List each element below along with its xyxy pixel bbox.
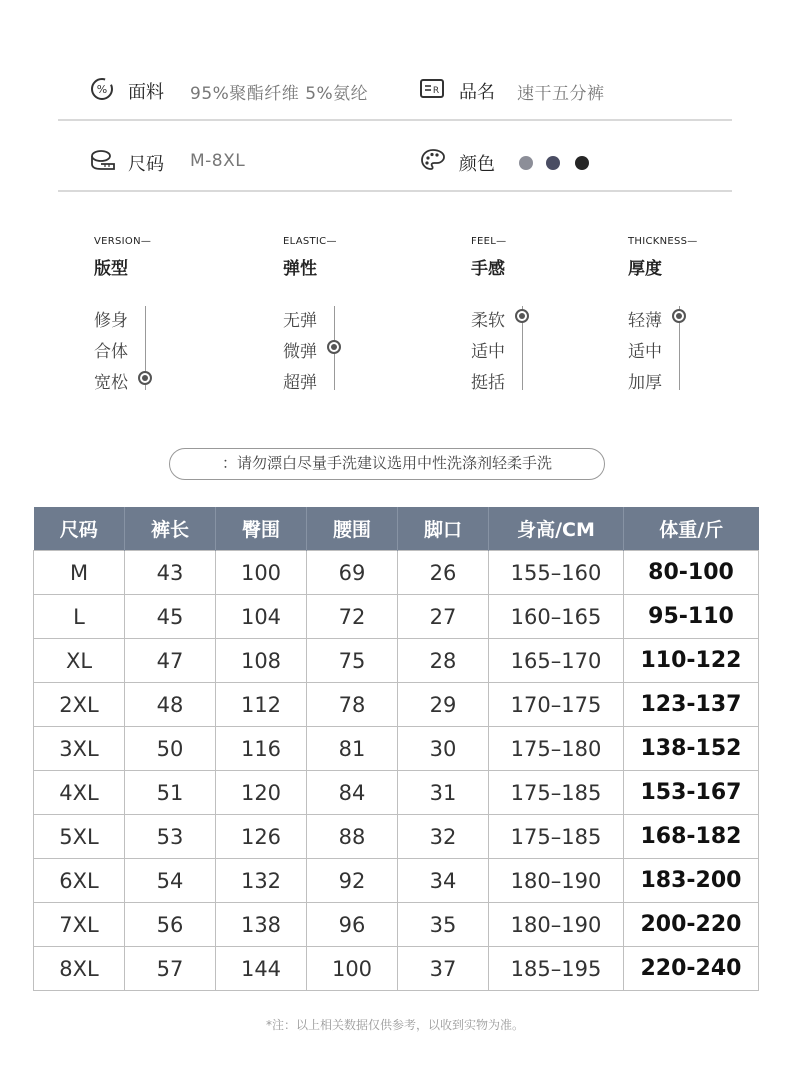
table-cell: 45: [125, 595, 216, 639]
table-body: [34, 551, 759, 991]
table-cell: 8XL: [34, 947, 125, 991]
table-cell: 168-182: [624, 815, 759, 859]
attribute-en-label: ELASTIC—: [283, 236, 337, 247]
table-cell: 75: [307, 639, 398, 683]
attribute-option: 加厚: [628, 373, 662, 393]
column-header: 脚口: [398, 507, 489, 551]
table-cell: 95-110: [624, 595, 759, 639]
table-cell: 78: [307, 683, 398, 727]
table-cell: 31: [398, 771, 489, 815]
table-cell: 43: [125, 551, 216, 595]
svg-text:%: %: [96, 83, 108, 96]
size-label: 尺码: [128, 154, 164, 175]
table-cell: 92: [307, 859, 398, 903]
table-cell: M: [34, 551, 125, 595]
fabric-label: 面料: [128, 82, 164, 103]
attribute-option: 挺括: [471, 373, 505, 393]
selected-marker-icon: [672, 309, 686, 323]
table-cell: 175–180: [489, 727, 624, 771]
column-header: 尺码: [34, 507, 125, 551]
attribute-option: 合体: [94, 342, 128, 362]
table-cell: 123-137: [624, 683, 759, 727]
table-cell: 96: [307, 903, 398, 947]
table-row: [34, 947, 759, 991]
percent-circle-icon: [90, 77, 116, 103]
table-row: [34, 727, 759, 771]
size-table: [33, 507, 759, 991]
attribute-option: 适中: [628, 342, 662, 362]
table-cell: 153-167: [624, 771, 759, 815]
name-value: 速干五分裤: [517, 84, 605, 104]
table-cell: 175–185: [489, 815, 624, 859]
table-cell: 185–195: [489, 947, 624, 991]
table-cell: 53: [125, 815, 216, 859]
attribute-cn-label: 手感: [471, 259, 505, 279]
svg-text:R: R: [432, 86, 440, 96]
color-swatch-navy: [546, 156, 560, 170]
selected-marker-icon: [515, 309, 529, 323]
table-cell: 100: [307, 947, 398, 991]
table-cell: 50: [125, 727, 216, 771]
divider: [58, 190, 732, 192]
info-row-size-color: [0, 142, 790, 182]
column-header: 裤长: [125, 507, 216, 551]
attribute-cn-label: 版型: [94, 259, 128, 279]
color-label: 颜色: [459, 154, 495, 175]
table-cell: 170–175: [489, 683, 624, 727]
table-cell: 6XL: [34, 859, 125, 903]
table-cell: 37: [398, 947, 489, 991]
selected-marker-icon: [327, 340, 341, 354]
attribute-en-label: VERSION—: [94, 236, 152, 247]
table-cell: 180–190: [489, 903, 624, 947]
attribute-option: 无弹: [283, 311, 317, 331]
table-cell: 47: [125, 639, 216, 683]
table-cell: 7XL: [34, 903, 125, 947]
table-cell: 4XL: [34, 771, 125, 815]
divider: [58, 119, 732, 121]
table-cell: 155–160: [489, 551, 624, 595]
attribute-option: 柔软: [471, 311, 505, 331]
table-cell: 160–165: [489, 595, 624, 639]
attribute-cn-label: 厚度: [628, 259, 662, 279]
column-header: 体重/斤: [624, 507, 759, 551]
table-row: [34, 903, 759, 947]
table-cell: 220-240: [624, 947, 759, 991]
size-value: M-8XL: [190, 151, 246, 171]
table-cell: 165–170: [489, 639, 624, 683]
table-row: [34, 683, 759, 727]
attribute-option: 适中: [471, 342, 505, 362]
care-notice: ：请勿漂白尽量手洗建议选用中性洗涤剂轻柔手洗: [169, 448, 605, 480]
table-cell: 200-220: [624, 903, 759, 947]
table-cell: 54: [125, 859, 216, 903]
table-cell: 30: [398, 727, 489, 771]
table-cell: 5XL: [34, 815, 125, 859]
tape-measure-icon: [90, 148, 116, 174]
table-cell: 2XL: [34, 683, 125, 727]
table-row: [34, 859, 759, 903]
color-swatch-gray: [519, 156, 533, 170]
table-header-row: [34, 507, 759, 551]
table-cell: XL: [34, 639, 125, 683]
table-cell: 132: [216, 859, 307, 903]
attribute-cn-label: 弹性: [283, 259, 317, 279]
table-cell: L: [34, 595, 125, 639]
column-header: 腰围: [307, 507, 398, 551]
column-header: 臀围: [216, 507, 307, 551]
table-cell: 57: [125, 947, 216, 991]
table-cell: 80-100: [624, 551, 759, 595]
table-cell: 72: [307, 595, 398, 639]
info-row-fabric-name: [0, 70, 790, 110]
attribute-en-label: THICKNESS—: [628, 236, 698, 247]
table-cell: 112: [216, 683, 307, 727]
attribute-option: 轻薄: [628, 311, 662, 331]
attribute-en-label: FEEL—: [471, 236, 507, 247]
column-header: 身高/CM: [489, 507, 624, 551]
table-cell: 27: [398, 595, 489, 639]
table-cell: 110-122: [624, 639, 759, 683]
table-cell: 51: [125, 771, 216, 815]
fabric-value: 95%聚酯纤维 5%氨纶: [190, 84, 369, 104]
table-cell: 56: [125, 903, 216, 947]
attribute-option: 微弹: [283, 342, 317, 362]
table-cell: 108: [216, 639, 307, 683]
table-cell: 183-200: [624, 859, 759, 903]
name-label: 品名: [459, 82, 495, 103]
table-cell: 69: [307, 551, 398, 595]
table-cell: 116: [216, 727, 307, 771]
table-cell: 35: [398, 903, 489, 947]
attribute-option: 修身: [94, 311, 128, 331]
table-cell: 3XL: [34, 727, 125, 771]
attribute-option: 超弹: [283, 373, 317, 393]
color-swatch-black: [575, 156, 589, 170]
table-cell: 138: [216, 903, 307, 947]
table-row: [34, 639, 759, 683]
table-row: [34, 595, 759, 639]
table-cell: 28: [398, 639, 489, 683]
table-cell: 138-152: [624, 727, 759, 771]
palette-icon: [420, 148, 446, 174]
table-cell: 34: [398, 859, 489, 903]
table-cell: 32: [398, 815, 489, 859]
table-cell: 88: [307, 815, 398, 859]
attribute-option: 宽松: [94, 373, 128, 393]
table-cell: 144: [216, 947, 307, 991]
table-cell: 84: [307, 771, 398, 815]
table-cell: 120: [216, 771, 307, 815]
footnote: *注：以上相关数据仅供参考，以收到实物为准。: [265, 1018, 524, 1032]
table-cell: 175–185: [489, 771, 624, 815]
table-cell: 29: [398, 683, 489, 727]
table-row: [34, 551, 759, 595]
table-cell: 26: [398, 551, 489, 595]
table-row: [34, 771, 759, 815]
name-tag-icon: [420, 78, 446, 104]
table-cell: 104: [216, 595, 307, 639]
table-cell: 48: [125, 683, 216, 727]
table-cell: 81: [307, 727, 398, 771]
table-cell: 180–190: [489, 859, 624, 903]
table-cell: 100: [216, 551, 307, 595]
selected-marker-icon: [138, 371, 152, 385]
table-row: [34, 815, 759, 859]
table-cell: 126: [216, 815, 307, 859]
